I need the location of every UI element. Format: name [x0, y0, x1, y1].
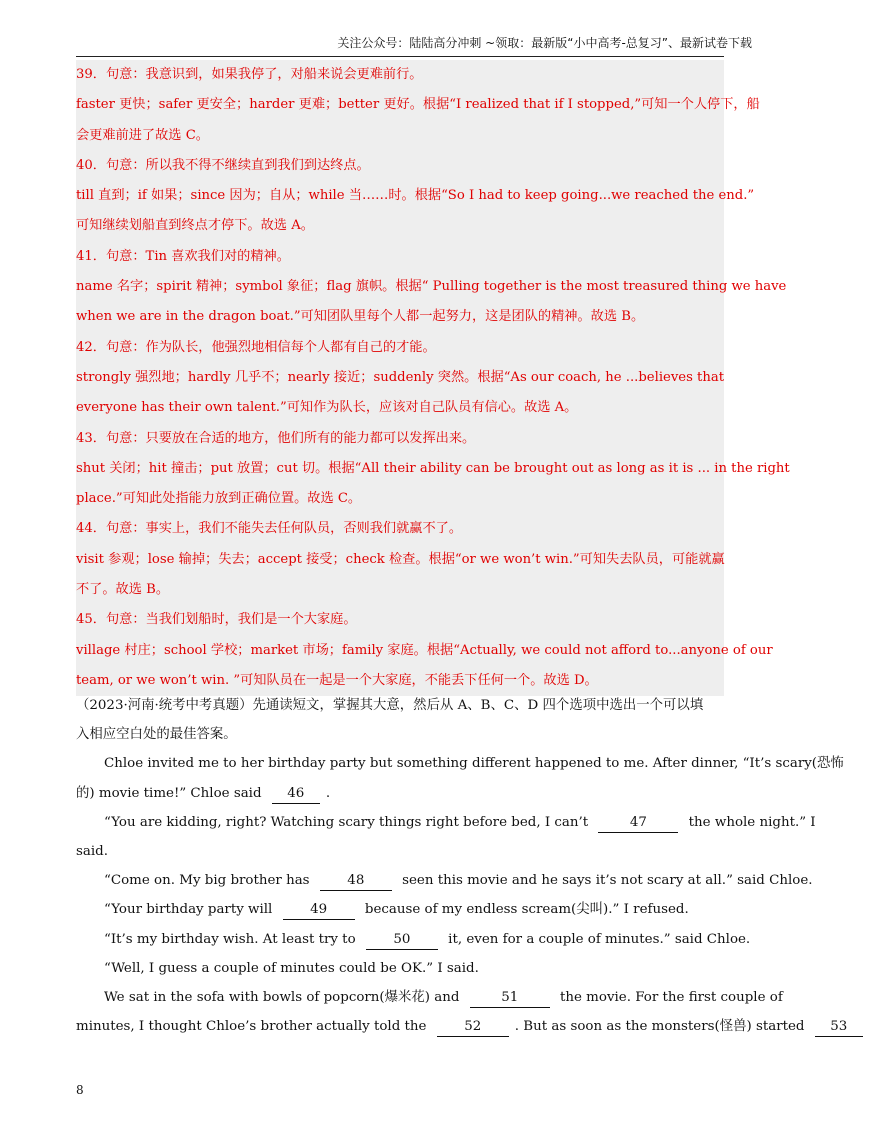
blank-47: 47: [598, 814, 678, 833]
answer-line: 45．句意：当我们划船时，我们是一个大家庭。: [76, 612, 357, 628]
answer-line: 42．句意：作为队长，他强烈地相信每个人都有自己的才能。: [76, 339, 436, 355]
passage-line: [76, 749, 844, 778]
passage-text: “Well, I guess a couple of minutes could be OK.” I said.: [104, 960, 479, 976]
passage-text: We sat in the sofa with bowls of popcorn(爆米花) and: [104, 989, 460, 1005]
passage-text: the whole night.” I: [688, 814, 816, 830]
passage-line: [76, 837, 724, 866]
blank-53: 53: [815, 1018, 863, 1037]
answer-line: shut 关闭；hit 撞击；put 放置；cut 切。根据“All their ability can be brought out as long as it is ... in the right: [76, 460, 790, 476]
instruction-line: 入相应空白处的最佳答案。: [76, 727, 237, 743]
header-divider: [76, 56, 724, 57]
passage-line: [76, 925, 751, 954]
answer-line: 44．句意：事实上，我们不能失去任何队员，否则我们就赢不了。: [76, 521, 463, 537]
answer-line: 会更难前进了故选 C。: [76, 127, 209, 143]
answer-line: 41．句意：Tin 喜欢我们对的精神。: [76, 248, 290, 264]
blank-46: 46: [272, 785, 320, 804]
blank-52: 52: [437, 1018, 509, 1037]
passage-text: seen this movie and he says it’s not scary at all.” said Chloe.: [402, 873, 813, 889]
passage-text: . But as soon as the monsters(怪兽) started: [514, 1019, 805, 1035]
cloze-passage: [76, 691, 848, 1041]
passage-text: “It’s my birthday wish. At least try to: [104, 931, 356, 947]
answer-line: faster 更快；safer 更安全；harder 更难；better 更好。根据“I realized that if I stopped,”可知一个人停下，船: [76, 97, 760, 113]
answer-line: visit 参观；lose 输掉；失去；accept 接受；check 检查。根据“or we won’t win.”可知失去队员，可能就赢: [76, 551, 725, 567]
answer-line: 可知继续划船直到终点才停下。故选 A。: [76, 218, 314, 234]
passage-line: [76, 866, 813, 895]
answer-line: 不了。故选 B。: [76, 582, 170, 598]
answer-explanations: [76, 60, 790, 696]
answer-line: name 名字；spirit 精神；symbol 象征；flag 旗帜。根据“ Pulling together is the most treasured thing we have: [76, 279, 787, 295]
answer-line: team, or we won’t win. ”可知队员在一起是一个大家庭，不能丢下任何一个。故选 D。: [76, 672, 598, 688]
passage-line: [76, 779, 724, 808]
passage-text: .: [325, 785, 331, 801]
instruction-line: （2023·河南·统考中考真题）先通读短文，掌握其大意，然后从 A、B、C、D 四个选项中选出一个可以填: [76, 698, 704, 713]
answer-line: everyone has their own talent.”可知作为队长，应该对自己队员有信心。故选 A。: [76, 400, 578, 416]
passage-line: [76, 808, 816, 837]
passage-text: because of my endless scream(尖叫).” I refused.: [364, 902, 689, 918]
answer-line: 39．句意：我意识到，如果我停了，对船来说会更难前行。: [76, 67, 423, 82]
page-number: 8: [76, 1083, 84, 1097]
answer-line: 43．句意：只要放在合适的地方，他们所有的能力都可以发挥出来。: [76, 430, 476, 446]
blank-50: 50: [366, 931, 438, 950]
passage-text: 的) movie time!” Chloe said: [76, 785, 262, 801]
blank-51: 51: [470, 989, 550, 1008]
answer-line: 40．句意：所以我不得不继续直到我们到达终点。: [76, 157, 370, 173]
answer-line: village 村庄；school 学校；market 市场；family 家庭。根据“Actually, we could not afford to...anyone of our: [76, 642, 773, 658]
answer-line: when we are in the dragon boat.”可知团队里每个人都一起努力，这是团队的精神。故选 B。: [76, 309, 645, 325]
answer-line: till 直到；if 如果；since 因为；自从；while 当……时。根据“So I had to keep going...we reached the end.”: [76, 188, 755, 204]
passage-text: “Your birthday party will: [104, 902, 273, 918]
passage-line: [76, 954, 724, 983]
answer-line: place.”可知此处指能力放到正确位置。故选 C。: [76, 491, 362, 507]
passage-text: it, even for a couple of minutes.” said Chloe.: [448, 931, 751, 947]
passage-text: Chloe invited me to her birthday party but something different happened to me. After dinner, “It’s scary(恐怖: [104, 756, 844, 772]
blank-48: 48: [320, 872, 392, 891]
blank-49: 49: [283, 901, 355, 920]
answer-line: strongly 强烈地；hardly 几乎不；nearly 接近；suddenly 突然。根据“As our coach, he ...believes that: [76, 369, 725, 385]
passage-line: [76, 1012, 848, 1041]
passage-text: the movie. For the first couple of: [560, 989, 783, 1005]
page-header: 关注公众号：陆陆高分冲刺 ~领取：最新版“小中高考-总复习”、最新试卷下载: [337, 36, 752, 50]
passage-text: minutes, I thought Chloe’s brother actually told the: [76, 1019, 427, 1035]
passage-text: “You are kidding, right? Watching scary things right before bed, I can’t: [104, 814, 589, 830]
passage-text: “Come on. My big brother has: [104, 873, 310, 889]
passage-text: said.: [76, 843, 108, 859]
passage-line: [76, 983, 783, 1012]
passage-line: [76, 895, 724, 924]
